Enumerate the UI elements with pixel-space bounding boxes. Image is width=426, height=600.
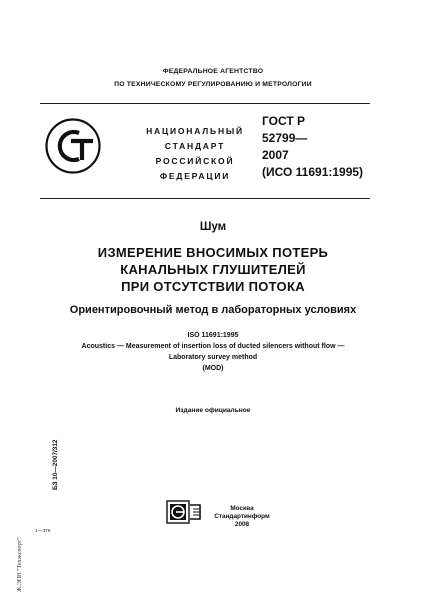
iso-equivalent: (ИСО 11691:1995) bbox=[262, 165, 364, 179]
gost-year: 2007 bbox=[262, 148, 289, 162]
agency-department: ПО ТЕХНИЧЕСКОМУ РЕГУЛИРОВАНИЮ И МЕТРОЛОГИИ bbox=[114, 81, 312, 88]
federation-label: ФЕДЕРАЦИИ bbox=[159, 171, 231, 181]
bottom-divider bbox=[40, 198, 370, 199]
official-edition-label: Издание официальное bbox=[175, 407, 251, 414]
gost-certification-logo bbox=[45, 118, 101, 174]
order-number: 1—376 bbox=[35, 529, 51, 534]
agency-name: ФЕДЕРАЛЬНОЕ АГЕНТСТВО bbox=[162, 68, 264, 75]
standard-label: СТАНДАРТ bbox=[164, 141, 226, 151]
document-subtitle: Ориентировочный метод в лабораторных условиях bbox=[69, 304, 357, 316]
iso-method-english: Laboratory survey method bbox=[168, 354, 258, 361]
document-title-line3: ПРИ ОТСУТСТВИИ ПОТОКА bbox=[121, 279, 305, 294]
gost-number: 52799— bbox=[262, 131, 308, 145]
iso-number: ISO 11691:1995 bbox=[187, 332, 239, 339]
iso-modification: (MOD) bbox=[202, 365, 224, 372]
printer-stamp: Ж.ЭПН "Техэкспорт" bbox=[17, 537, 23, 592]
document-title-line1: ИЗМЕРЕНИЕ ВНОСИМЫХ ПОТЕРЬ bbox=[97, 245, 329, 260]
publication-year: 2008 bbox=[234, 521, 250, 528]
gost-prefix: ГОСТ Р bbox=[262, 114, 306, 128]
publisher-name: Стандартинформ bbox=[214, 513, 270, 520]
catalog-code: БЗ 10—2007/312 bbox=[52, 439, 59, 490]
russian-label: РОССИЙСКОЙ bbox=[155, 156, 235, 166]
publisher-city: Москва bbox=[230, 505, 254, 512]
document-title-line2: КАНАЛЬНЫХ ГЛУШИТЕЛЕЙ bbox=[120, 262, 306, 277]
iso-title-english: Acoustics — Measurement of insertion loss of ducted silencers without flow — bbox=[81, 343, 345, 350]
standartinform-logo bbox=[166, 500, 202, 524]
document-topic: Шум bbox=[199, 221, 227, 233]
top-divider bbox=[40, 103, 370, 104]
national-label: НАЦИОНАЛЬНЫЙ bbox=[146, 126, 244, 136]
